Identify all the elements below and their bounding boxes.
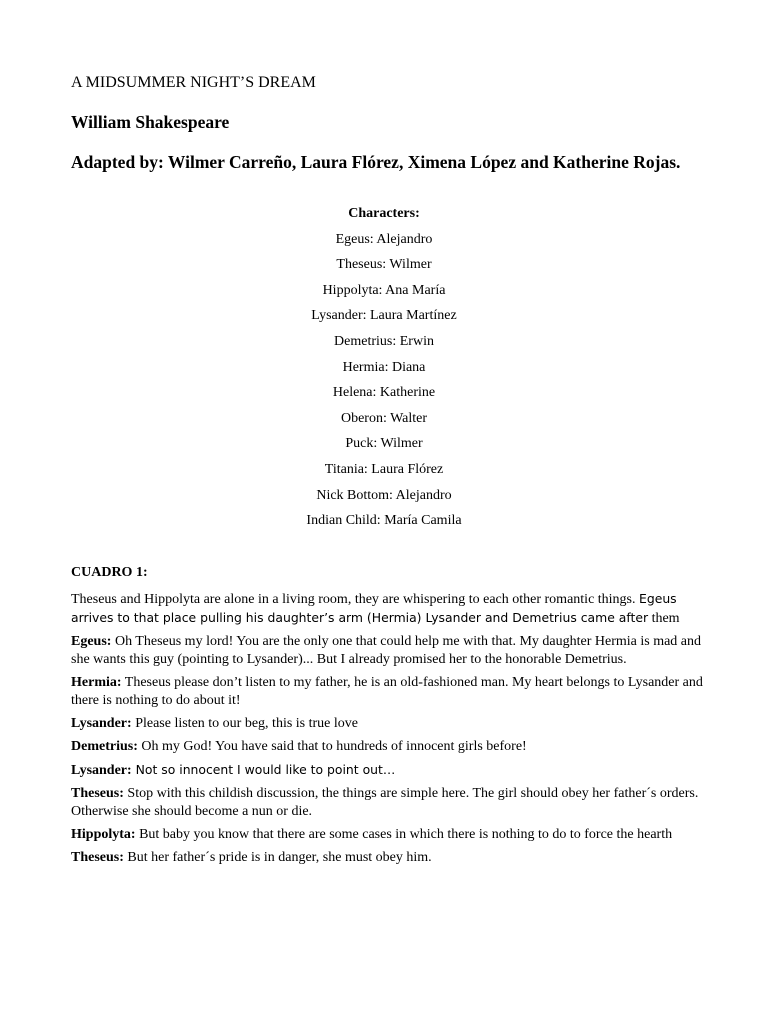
character-entry: Puck: Wilmer [345,436,423,452]
dialogue-text: Not so innocent I would like to point out… [131,762,396,777]
characters-heading: Characters: [348,206,420,221]
dialogue-line [71,826,711,844]
dialogue-text: Please listen to our beg, this is true love [131,716,358,731]
author-name: William Shakespeare [71,112,230,132]
stage-direction [71,590,711,628]
character-entry: Titania: Laura Flórez [324,461,444,477]
character-entry: Hippolyta: Ana María [322,282,446,298]
dialogue-line [71,849,711,867]
character-entry: Helena: Katherine [332,385,436,401]
speaker-name: Theseus: [71,786,124,801]
speaker-name: Hippolyta: [71,827,136,842]
dialogue-line [71,785,711,821]
character-entry: Theseus: Wilmer [336,257,432,273]
character-list [0,205,768,538]
dialogue-line [71,738,711,756]
dialogue-line [71,715,711,733]
speaker-name: Lysander: [71,763,132,778]
play-title: A MIDSUMMER NIGHT’S DREAM [71,74,316,91]
dialogue-text: Oh my God! You have said that to hundreds of innocent girls before! [137,739,527,754]
scene-heading: CUADRO 1: [71,565,148,580]
speaker-name: Hermia: [71,675,122,690]
stage-direction-text: them [651,611,680,626]
adapted-by-line: Adapted by: Wilmer Carreño, Laura Flórez, Ximena López and Katherine Rojas. [71,152,681,172]
stage-direction-text: Theseus and Hippolyta are alone in a living room, they are whispering to each other romantic things. [71,592,636,607]
speaker-name: Egeus: [71,634,112,649]
stage-direction-text: Egeus arrives to that place pulling his daughter’s arm (Hermia) Lysander and Demetrius came after [71,591,677,625]
speaker-name: Theseus: [71,850,124,865]
scene-text [71,564,711,872]
dialogue-line [71,761,711,780]
character-entry: Lysander: Laura Martínez [311,308,457,324]
dialogue-text: Oh Theseus my lord! You are the only one that could help me with that. My daughter Hermia is mad and she wants this guy (pointing to Lysander)... But I already promised her to the honorable Demetrius. [71,634,702,667]
character-entry: Nick Bottom: Alejandro [316,487,452,503]
dialogue-line [71,674,711,710]
character-entry: Oberon: Walter [340,410,428,426]
character-entry: Demetrius: Erwin [334,333,434,349]
dialogue-text: Stop with this childish discussion, the things are simple here. The girl should obey her father´s orders. Otherwise she should become a nun or die. [71,786,699,819]
character-entry: Indian Child: María Camila [306,513,462,529]
speaker-name: Demetrius: [71,739,138,754]
character-entry: Egeus: Alejandro [335,231,433,247]
character-entry: Hermia: Diana [342,359,426,375]
dialogue-line [71,633,711,669]
dialogue-text: Theseus please don’t listen to my father, he is an old-fashioned man. My heart belongs to Lysander and there is nothing to do about it! [71,675,703,708]
dialogue-text: But her father´s pride is in danger, she must obey him. [123,850,432,865]
speaker-name: Lysander: [71,716,132,731]
dialogue-text: But baby you know that there are some cases in which there is nothing to do to force the hearth [135,827,673,842]
